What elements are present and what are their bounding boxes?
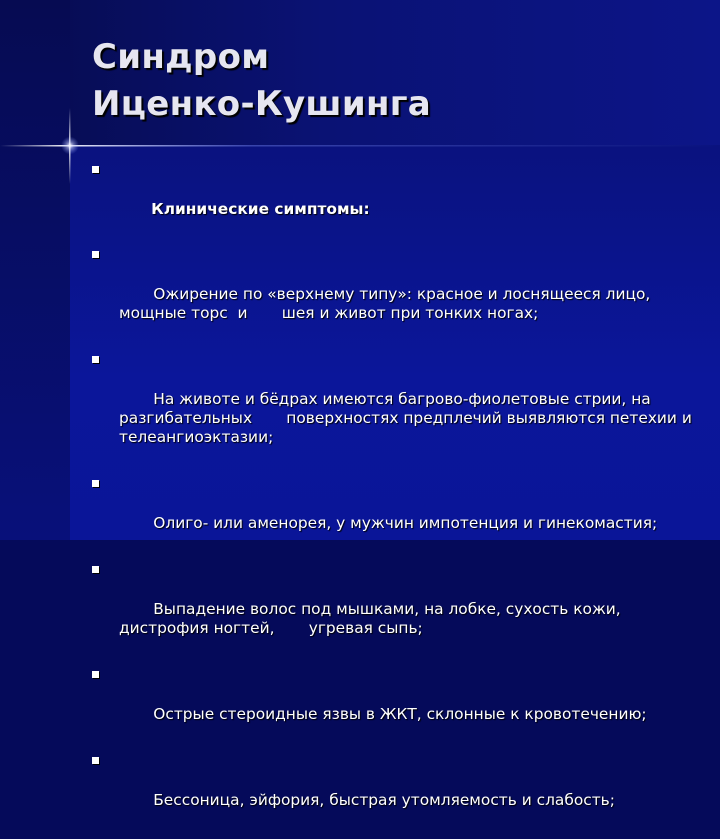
list-item	[92, 562, 702, 657]
slide-title-line-1: Синдром	[92, 37, 270, 77]
list-item-text: На животе и бёдрах имеются багрово-фиолетовые стрии, на разгибательных поверхностях предплечий выявляются петехии и телеангиоэктазии;	[119, 390, 697, 446]
list-item-text: Ожирение по «верхнему типу»: красное и лоснящееся лицо, мощные торс и шея и живот при тонких ногах;	[119, 285, 656, 322]
list-item-text: Бессоница, эйфория, быстрая утомляемость и слабость;	[148, 791, 615, 809]
square-bullet-icon	[92, 757, 99, 764]
slide-title-line-2: Иценко-Кушинга	[92, 84, 432, 124]
square-bullet-icon	[92, 480, 99, 487]
square-bullet-icon	[92, 356, 99, 363]
square-bullet-icon	[92, 251, 99, 258]
list-item	[92, 162, 702, 238]
list-item-text: Выпадение волос под мышками, на лобке, сухость кожи, дистрофия ногтей, угревая сыпь;	[119, 600, 626, 637]
list-item	[92, 667, 702, 743]
square-bullet-icon	[92, 671, 99, 678]
list-item	[92, 352, 702, 466]
list-item-text: Олиго- или аменорея, у мужчин импотенция и гинекомастия;	[148, 514, 658, 532]
list-item	[92, 753, 702, 829]
square-bullet-icon	[92, 166, 99, 173]
list-item	[92, 247, 702, 342]
list-item-text: Клинические симптомы:	[151, 200, 370, 218]
symptom-list	[92, 162, 702, 839]
square-bullet-icon	[92, 566, 99, 573]
slide-title	[92, 34, 431, 128]
list-item	[92, 476, 702, 552]
list-item-text: Острые стероидные язвы в ЖКТ, склонные к кровотечению;	[148, 705, 647, 723]
